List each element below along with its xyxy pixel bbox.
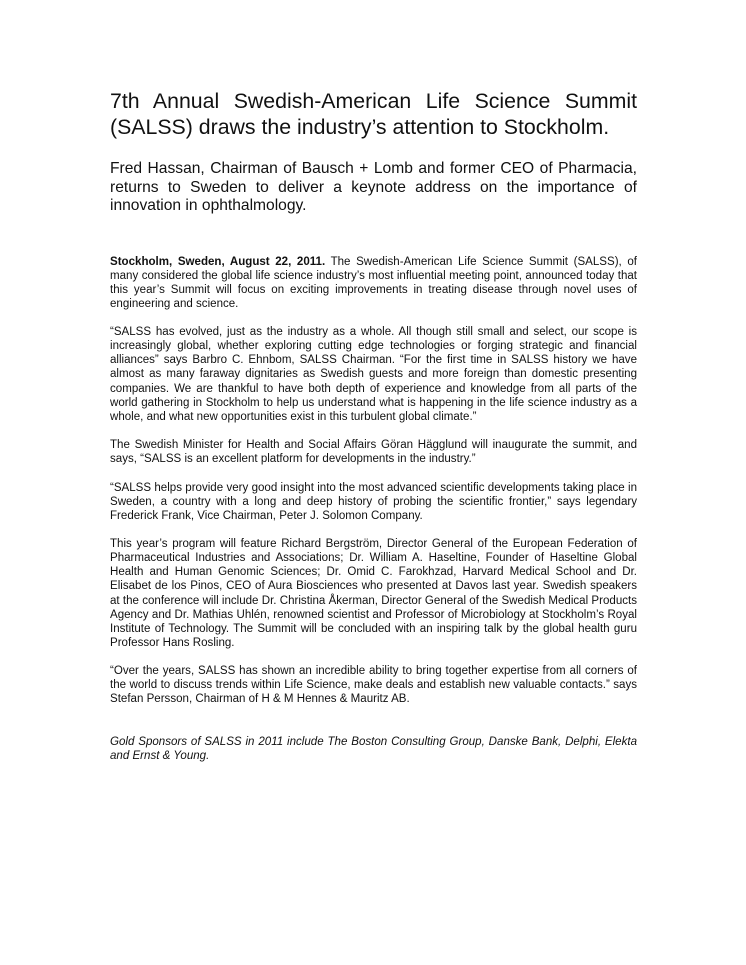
paragraph-chairman-quote: “SALSS has evolved, just as the industry as a whole. All though still small and select, our scope is increasingly global, whether exploring cutting edge technologies or forging strategic and financial alliances” says Barbro C. Ehnbom, SALSS Chairman. “For the first time in SALSS history we have almost as many faraway dignitaries as Swedish guests and more foreign than domestic presenting companies. We are thankful to have both depth of experience and knowledge from all parts of the world gathering in Stockholm to help us understand what is happening in the life science industry as a whole, and what new opportunities exist in this turbulent global climate.” — [110, 326, 637, 423]
sponsors-note: Gold Sponsors of SALSS in 2011 include The Boston Consulting Group, Danske Bank, Delphi, Elekta and Ernst & Young. — [110, 735, 637, 762]
paragraph-persson-quote: “Over the years, SALSS has shown an incredible ability to bring together expertise from all corners of the world to discuss trends within Life Science, make deals and establish new valuable contacts.” says Stefan Persson, Chairman of H & M Hennes & Mauritz AB. — [110, 665, 637, 706]
paragraph-text: The Swedish-American Life Science Summit (SALSS), of many considered the global life science industry’s most influential meeting point, announced today that this year’s Summit will focus on exciting improvements in treating disease through novel uses of engineering and science. — [110, 255, 637, 310]
paragraph-frank-quote: “SALSS helps provide very good insight into the most advanced scientific developments taking place in Sweden, a country with a long and deep history of probing the scientific frontier,” says legendary Frederick Frank, Vice Chairman, Peter J. Solomon Company. — [110, 481, 637, 522]
subheadline: Fred Hassan, Chairman of Bausch + Lomb and former CEO of Pharmacia, returns to Sweden to deliver a keynote address on the importance of innovation in ophthalmology. — [110, 160, 637, 214]
headline: 7th Annual Swedish-American Life Science Summit (SALSS) draws the industry’s attention to Stockholm. — [110, 89, 637, 139]
article-body — [110, 255, 637, 763]
paragraph-dateline — [110, 255, 637, 311]
paragraph-program: This year’s program will feature Richard Bergström, Director General of the European Federation of Pharmaceutical Industries and Associations; Dr. William A. Haseltine, Founder of Haseltine Global Health and Human Genomic Sciences; Dr. Omid C. Farokhzad, Harvard Medical School and Dr. Elisabet de los Pinos, CEO of Aura Biosciences who presented at Davos last year. Swedish speakers at the conference will include Dr. Christina Åkerman, Director General of the Swedish Medical Products Agency and Dr. Mathias Uhlén, renowned scientist and Professor of Microbiology at Stockholm’s Royal Institute of Technology. The Summit will be concluded with an inspiring talk by the global health guru Professor Hans Rosling. — [110, 538, 637, 649]
paragraph-minister: The Swedish Minister for Health and Social Affairs Göran Hägglund will inaugurate the summit, and says, “SALSS is an excellent platform for developments in the industry.” — [110, 439, 637, 466]
press-release-page — [110, 88, 637, 777]
dateline: Stockholm, Sweden, August 22, 2011. — [110, 255, 326, 268]
